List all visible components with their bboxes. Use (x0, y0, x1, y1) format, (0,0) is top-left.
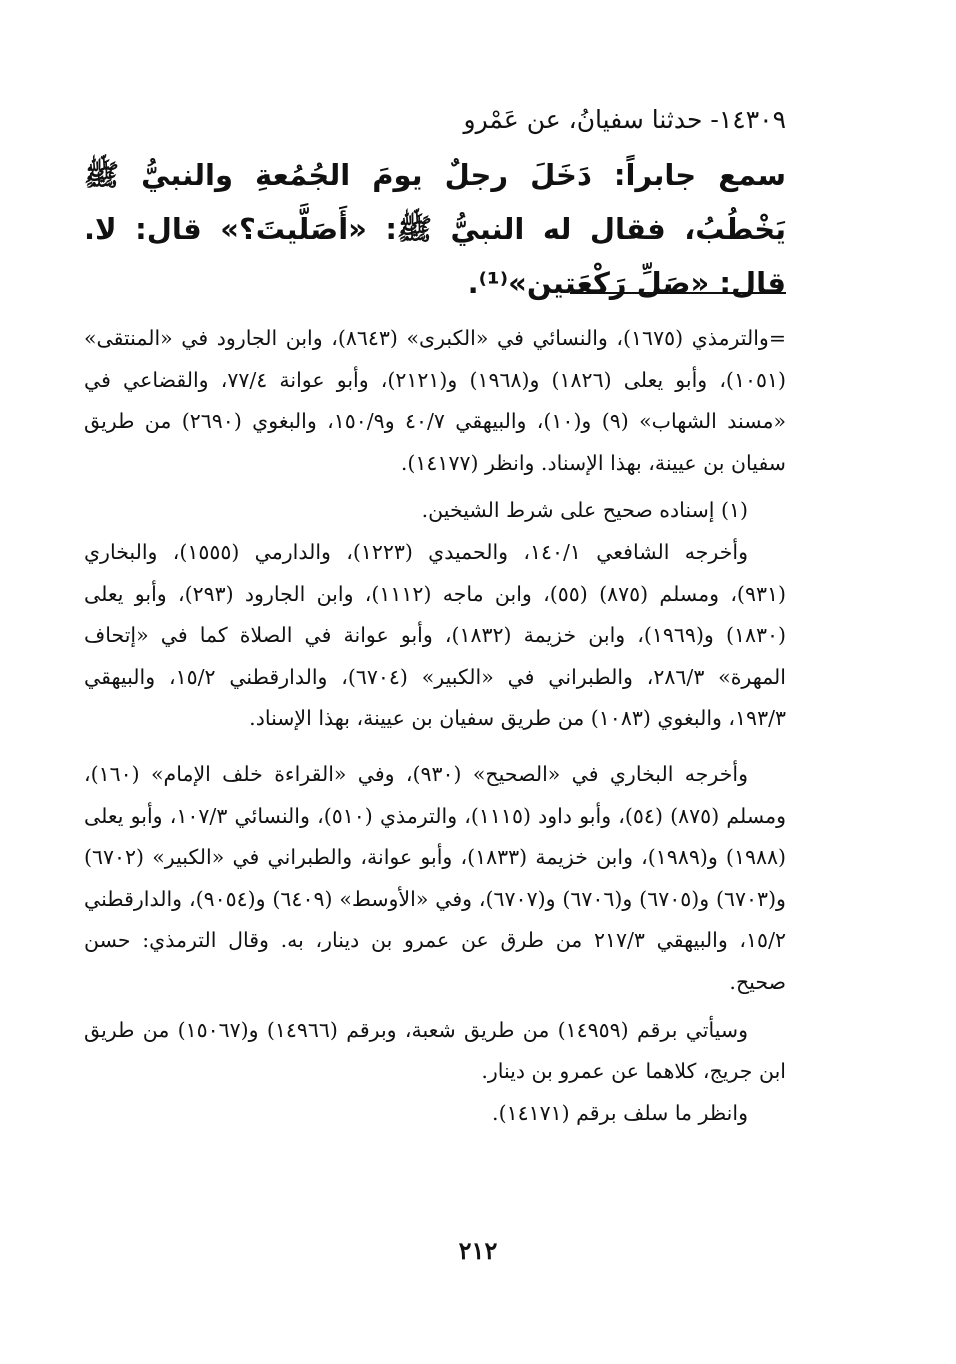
footnote-divider (570, 292, 786, 294)
hadith-heading: ١٤٣٠٩- حدثنا سفيانُ، عن عَمْرو (463, 105, 786, 134)
footnote-paragraph: وسيأتي برقم (١٤٩٥٩) من طريق شعبة، وبرقم (١٤٩٦٦) و(١٥٠٦٧) من طريق ابن جريج، كلاهما عن عمرو بن دينار. (84, 1017, 786, 1084)
footnote-paragraph: وأخرجه البخاري في «الصحيح» (٩٣٠)، وفي «القراءة خلف الإمام» (١٦٠)، ومسلم (٨٧٥) (٥٤)، وأبو داود (١١١٥)، والترمذي (٥١٠)، والنسائي ١٠٧/٣، وأبو يعلى (١٩٨٨) و(١٩٨٩)، وابن خزيمة (١٨٣٣)، وأبو عوانة، والطبراني في «الكبير» (٦٧٠٢) و(٦٧٠٣) و(٦٧٠٥) و(٦٧٠٦) و(٦٧٠٧)، وفي «الأوسط» (٦٤٠٩) و(٩٠٥٤)، والدارقطني ١٥/٢، والبيهقي ٢١٧/٣ من طرق عن عمرو بن دينار، به. وقال الترمذي: حسن صحيح. (84, 761, 786, 994)
footnote-continuation: =والترمذي (١٦٧٥)، والنسائي في «الكبرى» (٨٦٤٣)، وابن الجارود في «المنتقى» (١٠٥١)، وأبو يعلى (١٨٢٦) و(١٩٦٨) و(٢١٢١)، وأبو عوانة ٧٧/٤، والقضاعي في «مسند الشهاب» (٩) و(١٠)، والبيهقي ٤٠/٧ و١٥٠/٩، والبغوي (٢٦٩٠) من طريق سفيان بن عيينة، بهذا الإسناد. وانظر (١٤١٧٧). (84, 326, 787, 475)
page-number: ٢١٢ (458, 1236, 498, 1265)
footnotes-section (84, 318, 786, 1134)
footnote-1-title: (١) إسناده صحيح على شرط الشيخين. (421, 498, 748, 523)
footnote-paragraph: وانظر ما سلف برقم (١٤١٧١). (492, 1100, 748, 1125)
hadith-block (84, 100, 786, 310)
footnote-paragraph: وأخرجه الشافعي ١٤٠/١، والحميدي (١٢٢٣)، والدارمي (١٥٥٥)، والبخاري (٩٣١)، ومسلم (٨٧٥) (٥٥)، وابن ماجه (١١١٢)، وابن الجارود (٢٩٣)، وأبو يعلى (١٨٣٠) و(١٩٦٩)، وابن خزيمة (١٨٣٢)، وأبو عوانة في الصلاة كما في «إتحاف المهرة» ٢٨٦/٣، والطبراني في «الكبير» (٦٧٠٤)، والدارقطني ١٥/٢، والبيهقي ١٩٣/٣، والبغوي (١٠٨٣) من طريق سفيان بن عيينة، بهذا الإسناد. (84, 539, 786, 731)
hadith-text: سمع جابراً: دَخَلَ رجلٌ يومَ الجُمُعةِ والنبيُّ ﷺ يَخْطُبُ، فقال له النبيُّ ﷺ: «أَصَلَّيتَ؟» قال: لا. قال: «صَلِّ رَكْعَتين»⁽¹⁾. (84, 158, 786, 300)
